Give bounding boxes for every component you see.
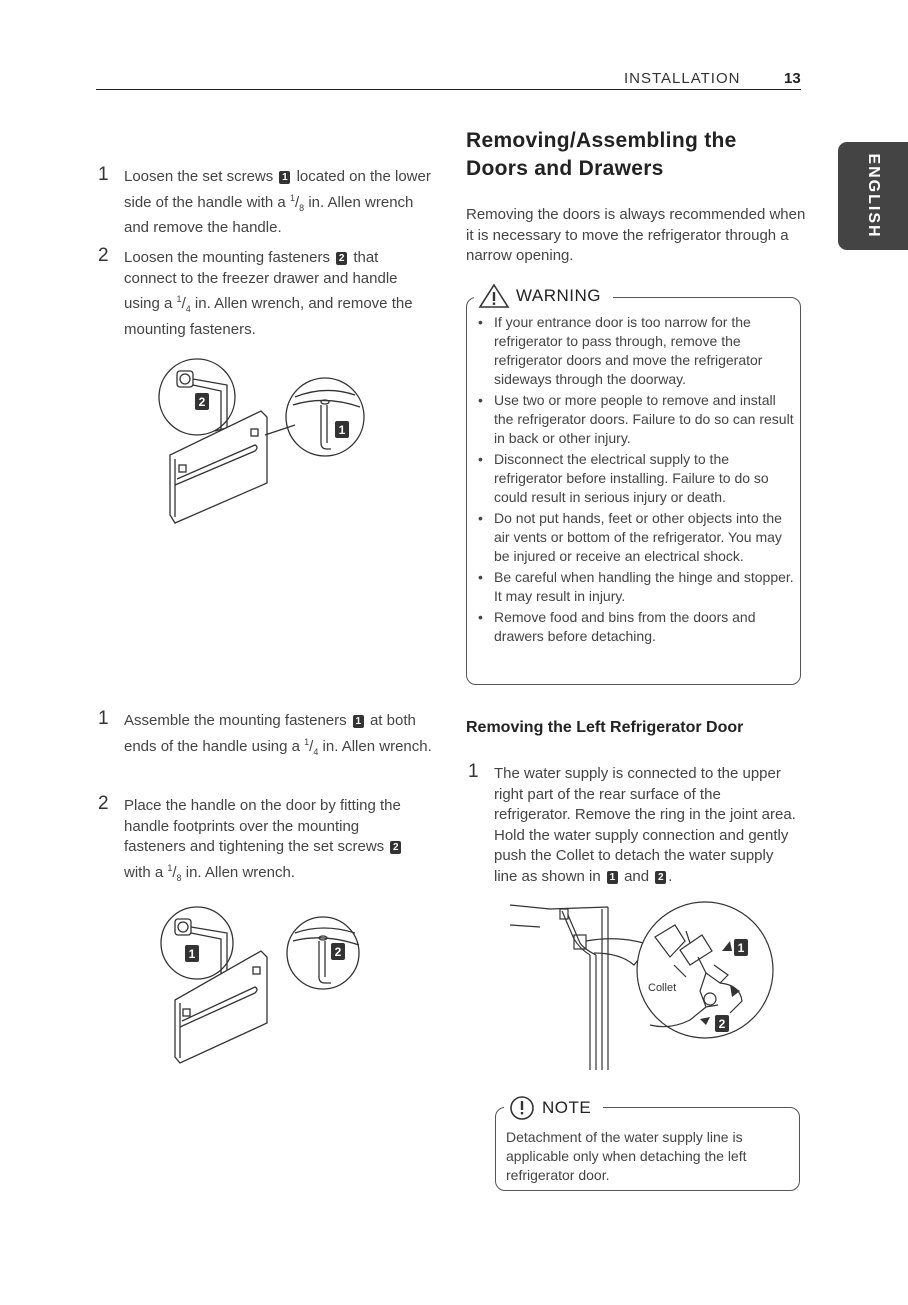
- warning-list: [478, 313, 798, 648]
- warning-triangle-icon: [478, 283, 510, 309]
- fraction-denominator: 4: [313, 746, 319, 757]
- handle-removal-step-1: 1 Loosen the set screws 1 located on the lower side of the handle with a $^1/_8$ in. Allen wrench and remove the handle.: [98, 164, 431, 236]
- water-supply-illustration: [510, 895, 780, 1070]
- step-text: Loosen the mounting fasteners: [124, 249, 330, 266]
- figure-badge-1: 1: [737, 941, 745, 955]
- figure-badge-1: 1: [338, 423, 346, 437]
- fraction-denominator: 8: [176, 872, 182, 883]
- fraction-numerator: 1: [176, 294, 182, 304]
- fraction-numerator: 1: [167, 862, 173, 873]
- step-number: 1: [98, 708, 109, 729]
- intro-paragraph: Removing the doors is always recommended when it is necessary to move the refrigerator through a narrow opening.: [466, 206, 806, 264]
- handle-removal-illustration: [155, 355, 370, 530]
- page-number: 13: [784, 70, 801, 87]
- step-number: 2: [98, 793, 109, 814]
- step-text: Place the handle on the door by fitting the handle footprints over the mounting fasteners and tightening the set screws: [124, 797, 401, 855]
- badge-1: 1: [607, 871, 618, 884]
- note-header: [504, 1094, 603, 1122]
- handle-assembly-illustration: [155, 905, 370, 1070]
- badge-2: 2: [655, 871, 666, 884]
- warning-header: [474, 283, 613, 309]
- section-title: INSTALLATION: [624, 70, 741, 87]
- note-title: NOTE: [536, 1098, 597, 1118]
- step-text: in. Allen wrench and remove the handle.: [124, 193, 414, 236]
- warning-item: • Be careful when handling the hinge and stopper. It may result in injury.: [478, 568, 798, 606]
- fraction-denominator: 8: [299, 202, 305, 213]
- step-text: located on the lower side of the handle with a: [124, 168, 431, 211]
- step-text: Loosen the set screws: [124, 168, 274, 185]
- handle-assembly-step-2: 2 Place the handle on the door by fitting the handle footprints over the mounting fasteners and tightening the set screws 2 with a $^1/_8$ in. Allen wrench.: [98, 793, 401, 883]
- step-text: in. Allen wrench, and remove the mounting fasteners.: [124, 295, 413, 338]
- figure-badge-2: 2: [198, 395, 206, 409]
- warning-item: • If your entrance door is too narrow for the refrigerator to pass through, remove the refrigerator doors and move the refrigerator sideways through the doorway.: [478, 313, 798, 389]
- step-text: in. Allen wrench.: [185, 863, 295, 881]
- figure-badge-1: 1: [188, 947, 196, 961]
- warning-item: • Use two or more people to remove and install the refrigerator doors. Failure to do so can result in back or other injury.: [478, 391, 798, 448]
- badge-1: 1: [279, 171, 290, 184]
- collet-label: Collet: [648, 982, 677, 994]
- step-number: 2: [98, 245, 109, 266]
- step-number: 1: [98, 164, 109, 185]
- badge-2: 2: [336, 252, 347, 265]
- page-heading: Removing/Assembling the Doors and Drawers: [466, 129, 737, 180]
- fraction-numerator: 1: [304, 736, 310, 747]
- language-label: ENGLISH: [865, 153, 882, 239]
- figure-badge-2: 2: [334, 945, 342, 959]
- step-text: that connect to the freezer drawer and handle using a: [124, 249, 398, 312]
- warning-item: • Do not put hands, feet or other objects into the air vents or bottom of the refrigerator. You may be injured or receive an electrical shock.: [478, 509, 798, 566]
- step-text: with a: [124, 863, 164, 881]
- warning-title: WARNING: [510, 286, 607, 306]
- subsection-heading: Removing the Left Refrigerator Door: [466, 719, 744, 736]
- exclamation-circle-icon: [508, 1094, 536, 1122]
- fraction-denominator: 4: [185, 304, 191, 314]
- step-text: Assemble the mounting fasteners: [124, 712, 347, 729]
- badge-1: 1: [353, 715, 364, 728]
- step-text: at both ends of the handle using a: [124, 712, 416, 755]
- door-removal-step-1: [468, 761, 799, 887]
- step-text: in. Allen wrench.: [322, 737, 432, 755]
- step-text: and: [624, 867, 650, 885]
- badge-2: 2: [390, 841, 401, 854]
- note-text: Detachment of the water supply line is applicable only when detaching the left refrigerator door.: [506, 1129, 747, 1183]
- warning-item: • Disconnect the electrical supply to the refrigerator before installing. Failure to do so could result in serious injury or death.: [478, 450, 798, 507]
- warning-item: • Remove food and bins from the doors and drawers before detaching.: [478, 608, 798, 646]
- figure-badge-2: 2: [718, 1017, 726, 1031]
- step-number: 1: [468, 761, 479, 782]
- handle-assembly-step-1: 1 Assemble the mounting fasteners 1 at both ends of the handle using a $^1/_4$ in. Allen wrench.: [98, 708, 432, 757]
- language-tab: [838, 142, 908, 250]
- handle-removal-step-2: 2 Loosen the mounting fasteners 2 that connect to the freezer drawer and handle using a $^1/_4$ in. Allen wrench, and remove the mounting fasteners.: [98, 245, 413, 338]
- fraction-numerator: 1: [289, 192, 295, 203]
- header-rule: [96, 89, 801, 90]
- step-text: .: [668, 867, 673, 885]
- step-text: The water supply is connected to the upper right part of the rear surface of the refrigerator. Remove the ring in the joint area. Hold the water supply connection and gently push the Collet to detach the water supply line as shown in: [494, 765, 796, 885]
